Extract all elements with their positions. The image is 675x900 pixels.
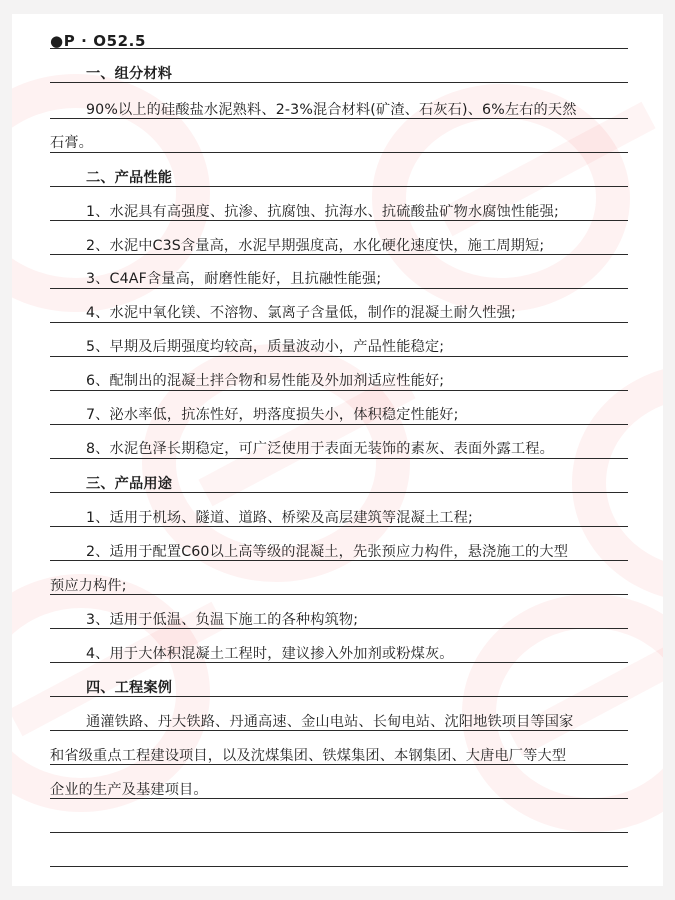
rule-line: [50, 424, 628, 425]
rule-line: [50, 628, 628, 629]
rule-line: [50, 866, 628, 867]
performance-item: 4、水泥中氧化镁、不溶物、氯离子含量低，制作的混凝土耐久性强;: [86, 305, 516, 321]
performance-item: 1、水泥具有高强度、抗渗、抗腐蚀、抗海水、抗硫酸盐矿物水腐蚀性能强;: [86, 204, 559, 220]
watermark-stripe: [508, 622, 663, 756]
rule-line: [50, 832, 628, 833]
performance-item: 2、水泥中C3S含量高，水泥早期强度高，水化硬化速度快，施工周期短;: [86, 238, 545, 254]
materials-line: 90%以上的硅酸盐水泥熟料、2-3%混合材料(矿渣、石灰石)、6%左右的天然: [86, 102, 577, 118]
rule-line: [50, 560, 628, 561]
rule-line: [50, 254, 628, 255]
performance-item: 6、配制出的混凝土拌合物和易性能及外加剂适应性能好;: [86, 373, 445, 389]
rule-line: [50, 526, 628, 527]
rule-line: [50, 322, 628, 323]
rule-line: [50, 764, 628, 765]
rule-line: [50, 118, 628, 119]
rule-line: [50, 696, 628, 697]
rule-line: [50, 594, 628, 595]
rule-line: [50, 82, 628, 83]
rule-line: [50, 662, 628, 663]
rule-line: [50, 288, 628, 289]
cases-line: 和省级重点工程建设项目，以及沈煤集团、铁煤集团、本钢集团、大唐电厂等大型: [50, 748, 567, 764]
usage-line: 1、适用于机场、隧道、道路、桥梁及高层建筑等混凝土工程;: [86, 510, 473, 526]
watermark-logo: [572, 364, 663, 602]
section-heading-cases: 四、工程案例: [86, 680, 173, 696]
rule-line: [50, 356, 628, 357]
usage-line: 预应力构件;: [50, 578, 127, 594]
section-heading-performance: 二、产品性能: [86, 170, 173, 186]
materials-line: 石膏。: [50, 135, 94, 151]
performance-item: 7、泌水率低，抗冻性好，坍落度损失小，体积稳定性能好;: [86, 407, 459, 423]
rule-line: [50, 48, 628, 49]
rule-line: [50, 152, 628, 153]
rule-line: [50, 730, 628, 731]
rule-line: [50, 186, 628, 187]
cases-line: 通灌铁路、丹大铁路、丹通高速、金山电站、长甸电站、沈阳地铁项目等国家: [86, 714, 574, 730]
usage-line: 2、适用于配置C60以上高等级的混凝土，先张预应力构件，悬浇施工的大型: [86, 544, 569, 560]
product-code: ●P · O52.5: [50, 32, 146, 50]
usage-line: 4、用于大体积混凝土工程时，建议掺入外加剂或粉煤灰。: [86, 646, 454, 662]
section-heading-materials: 一、组分材料: [86, 66, 173, 82]
performance-item: 8、水泥色泽长期稳定，可广泛使用于表面无装饰的素灰、表面外露工程。: [86, 441, 554, 457]
rule-line: [50, 492, 628, 493]
performance-item: 5、早期及后期强度均较高，质量波动小，产品性能稳定;: [86, 339, 445, 355]
cases-line: 企业的生产及基建项目。: [50, 782, 208, 798]
rule-line: [50, 798, 628, 799]
rule-line: [50, 220, 628, 221]
rule-line: [50, 458, 628, 459]
section-heading-usage: 三、产品用途: [86, 476, 173, 492]
usage-line: 3、适用于低温、负温下施工的各种构筑物;: [86, 612, 359, 628]
performance-item: 3、C4AF含量高，耐磨性能好，且抗融性能强;: [86, 271, 382, 287]
rule-line: [50, 390, 628, 391]
